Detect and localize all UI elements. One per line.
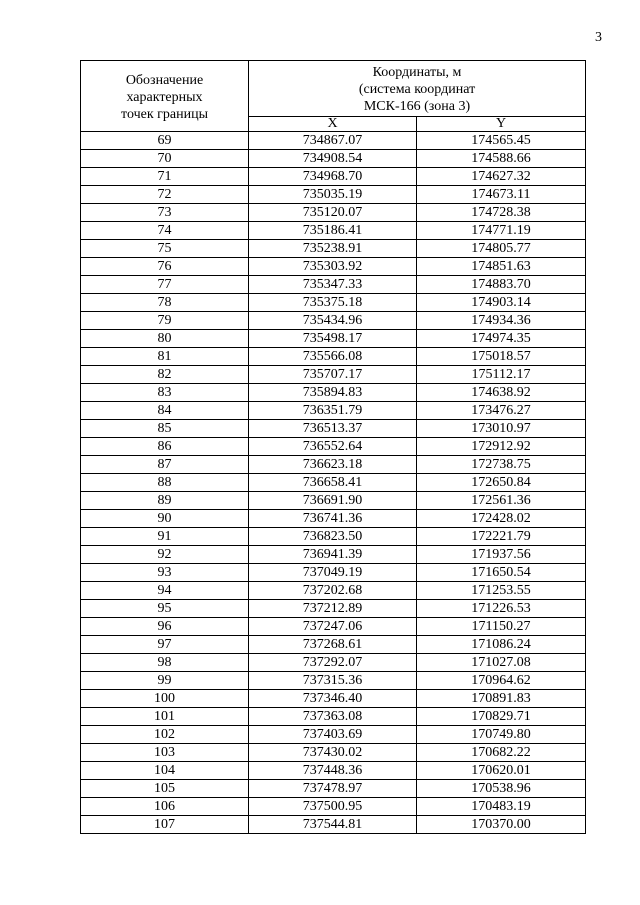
cell-x: 735566.08	[249, 348, 417, 366]
table-row	[81, 510, 586, 528]
cell-x: 735303.92	[249, 258, 417, 276]
cell-point: 96	[81, 618, 249, 636]
table-row	[81, 618, 586, 636]
cell-point: 85	[81, 420, 249, 438]
cell-y: 171226.53	[417, 600, 586, 618]
table-row	[81, 258, 586, 276]
cell-x: 735186.41	[249, 222, 417, 240]
cell-x: 737346.40	[249, 690, 417, 708]
cell-y: 174934.36	[417, 312, 586, 330]
cell-point: 101	[81, 708, 249, 726]
cell-y: 170620.01	[417, 762, 586, 780]
cell-point: 76	[81, 258, 249, 276]
table-row	[81, 492, 586, 510]
cell-y: 170538.96	[417, 780, 586, 798]
cell-x: 737403.69	[249, 726, 417, 744]
table-row	[81, 456, 586, 474]
cell-x: 737268.61	[249, 636, 417, 654]
cell-x: 737315.36	[249, 672, 417, 690]
cell-y: 171253.55	[417, 582, 586, 600]
table-row	[81, 600, 586, 618]
cell-x: 735120.07	[249, 204, 417, 222]
table-row	[81, 564, 586, 582]
cell-point: 84	[81, 402, 249, 420]
cell-x: 735375.18	[249, 294, 417, 312]
cell-point: 94	[81, 582, 249, 600]
cell-x: 737292.07	[249, 654, 417, 672]
cell-x: 735347.33	[249, 276, 417, 294]
cell-x: 736823.50	[249, 528, 417, 546]
cell-point: 74	[81, 222, 249, 240]
cell-y: 174771.19	[417, 222, 586, 240]
cell-point: 88	[81, 474, 249, 492]
cell-point: 90	[81, 510, 249, 528]
table-row	[81, 168, 586, 186]
cell-y: 170682.22	[417, 744, 586, 762]
cell-x: 737363.08	[249, 708, 417, 726]
page-number: 3	[595, 30, 602, 45]
table-body	[81, 132, 586, 834]
table-row	[81, 474, 586, 492]
cell-y: 170370.00	[417, 816, 586, 834]
cell-y: 172738.75	[417, 456, 586, 474]
header-x: X	[249, 117, 417, 132]
cell-y: 174627.32	[417, 168, 586, 186]
cell-y: 174588.66	[417, 150, 586, 168]
cell-y: 173476.27	[417, 402, 586, 420]
cell-x: 734867.07	[249, 132, 417, 150]
table-row	[81, 186, 586, 204]
cell-point: 71	[81, 168, 249, 186]
cell-x: 734908.54	[249, 150, 417, 168]
table-row	[81, 204, 586, 222]
cell-x: 737448.36	[249, 762, 417, 780]
cell-point: 89	[81, 492, 249, 510]
cell-point: 91	[81, 528, 249, 546]
cell-y: 174805.77	[417, 240, 586, 258]
header-coordinates: Координаты, м (система координат МСК-166 (зона 3)	[249, 61, 586, 117]
cell-y: 170829.71	[417, 708, 586, 726]
cell-point: 105	[81, 780, 249, 798]
cell-x: 736351.79	[249, 402, 417, 420]
cell-y: 172561.36	[417, 492, 586, 510]
cell-point: 80	[81, 330, 249, 348]
cell-x: 736552.64	[249, 438, 417, 456]
cell-y: 174565.45	[417, 132, 586, 150]
cell-x: 735238.91	[249, 240, 417, 258]
cell-y: 170749.80	[417, 726, 586, 744]
cell-x: 736741.36	[249, 510, 417, 528]
table-row	[81, 366, 586, 384]
table-row	[81, 762, 586, 780]
cell-y: 175112.17	[417, 366, 586, 384]
cell-point: 87	[81, 456, 249, 474]
cell-x: 737212.89	[249, 600, 417, 618]
cell-y: 174673.11	[417, 186, 586, 204]
table-row	[81, 132, 586, 150]
cell-x: 737430.02	[249, 744, 417, 762]
cell-y: 170483.19	[417, 798, 586, 816]
table-row	[81, 276, 586, 294]
table-row	[81, 294, 586, 312]
table-row	[81, 744, 586, 762]
table-row	[81, 780, 586, 798]
cell-y: 174638.92	[417, 384, 586, 402]
cell-point: 92	[81, 546, 249, 564]
cell-point: 83	[81, 384, 249, 402]
cell-point: 97	[81, 636, 249, 654]
cell-point: 82	[81, 366, 249, 384]
cell-x: 736941.39	[249, 546, 417, 564]
cell-x: 734968.70	[249, 168, 417, 186]
cell-point: 79	[81, 312, 249, 330]
cell-point: 103	[81, 744, 249, 762]
cell-point: 72	[81, 186, 249, 204]
cell-x: 735434.96	[249, 312, 417, 330]
table-row	[81, 708, 586, 726]
cell-point: 102	[81, 726, 249, 744]
cell-x: 735035.19	[249, 186, 417, 204]
cell-point: 93	[81, 564, 249, 582]
cell-x: 735894.83	[249, 384, 417, 402]
cell-point: 98	[81, 654, 249, 672]
cell-x: 737500.95	[249, 798, 417, 816]
cell-x: 737049.19	[249, 564, 417, 582]
cell-x: 735707.17	[249, 366, 417, 384]
cell-point: 75	[81, 240, 249, 258]
cell-y: 174974.35	[417, 330, 586, 348]
cell-y: 175018.57	[417, 348, 586, 366]
cell-y: 171150.27	[417, 618, 586, 636]
cell-y: 171937.56	[417, 546, 586, 564]
header-point-designation: Обозначение характерных точек границы	[81, 61, 249, 132]
coordinates-table	[80, 60, 586, 834]
cell-point: 107	[81, 816, 249, 834]
cell-y: 174851.63	[417, 258, 586, 276]
cell-y: 172221.79	[417, 528, 586, 546]
cell-point: 86	[81, 438, 249, 456]
cell-point: 78	[81, 294, 249, 312]
cell-point: 99	[81, 672, 249, 690]
cell-x: 736513.37	[249, 420, 417, 438]
cell-y: 174883.70	[417, 276, 586, 294]
cell-x: 737544.81	[249, 816, 417, 834]
cell-y: 172650.84	[417, 474, 586, 492]
cell-point: 73	[81, 204, 249, 222]
table-row	[81, 798, 586, 816]
cell-point: 95	[81, 600, 249, 618]
cell-y: 174903.14	[417, 294, 586, 312]
table-row	[81, 240, 586, 258]
cell-point: 106	[81, 798, 249, 816]
cell-y: 171027.08	[417, 654, 586, 672]
cell-x: 736658.41	[249, 474, 417, 492]
cell-x: 735498.17	[249, 330, 417, 348]
cell-y: 170964.62	[417, 672, 586, 690]
table-row	[81, 330, 586, 348]
table-row	[81, 402, 586, 420]
cell-x: 737202.68	[249, 582, 417, 600]
table-row	[81, 546, 586, 564]
table-row	[81, 420, 586, 438]
cell-x: 737247.06	[249, 618, 417, 636]
table-row	[81, 150, 586, 168]
table-row	[81, 636, 586, 654]
cell-y: 174728.38	[417, 204, 586, 222]
cell-x: 737478.97	[249, 780, 417, 798]
cell-y: 172428.02	[417, 510, 586, 528]
table-row	[81, 672, 586, 690]
cell-point: 100	[81, 690, 249, 708]
header-y: Y	[417, 117, 586, 132]
table-row	[81, 816, 586, 834]
cell-point: 77	[81, 276, 249, 294]
cell-y: 171086.24	[417, 636, 586, 654]
table-row	[81, 726, 586, 744]
cell-point: 70	[81, 150, 249, 168]
table-header-row	[81, 61, 586, 117]
table-row	[81, 438, 586, 456]
table-row	[81, 582, 586, 600]
table-row	[81, 690, 586, 708]
table-row	[81, 384, 586, 402]
table-row	[81, 654, 586, 672]
cell-point: 69	[81, 132, 249, 150]
cell-y: 172912.92	[417, 438, 586, 456]
cell-x: 736691.90	[249, 492, 417, 510]
cell-y: 170891.83	[417, 690, 586, 708]
cell-point: 81	[81, 348, 249, 366]
cell-y: 173010.97	[417, 420, 586, 438]
table-row	[81, 222, 586, 240]
table-row	[81, 348, 586, 366]
table-row	[81, 312, 586, 330]
table-row	[81, 528, 586, 546]
cell-y: 171650.54	[417, 564, 586, 582]
cell-point: 104	[81, 762, 249, 780]
cell-x: 736623.18	[249, 456, 417, 474]
